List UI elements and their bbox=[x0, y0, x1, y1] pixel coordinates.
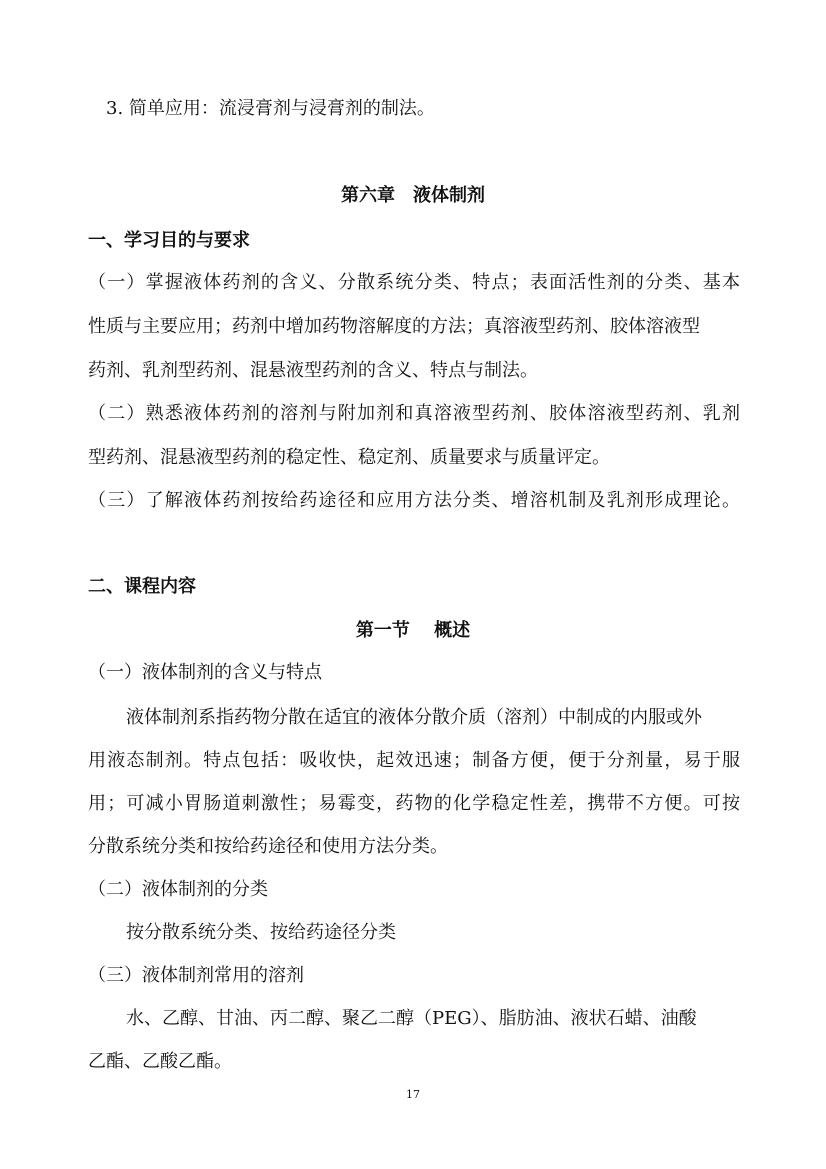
item-1-line-3: 用；可减小胃肠道刺激性；易霉变，药物的化学稳定性差，携带不方便。可按 bbox=[88, 793, 740, 814]
item-2-heading: （二）液体制剂的分类 bbox=[88, 879, 268, 900]
item-3-text: 3. 简单应用：流浸膏剂与浸膏剂的制法。 bbox=[106, 98, 435, 119]
objective-1-line-3: 药剂、乳剂型药剂、混悬液型药剂的含义、特点与制法。 bbox=[88, 360, 538, 381]
section-heading-objectives: 一、学习目的与要求 bbox=[88, 230, 250, 251]
item-1-heading: （一）液体制剂的含义与特点 bbox=[88, 662, 322, 683]
item-1-line-1: 液体制剂系指药物分散在适宜的液体分散介质（溶剂）中制成的内服或外 bbox=[126, 707, 702, 728]
objective-3-line-1: （三）了解液体药剂按给药途径和应用方法分类、增溶机制及乳剂形成理论。 bbox=[88, 490, 740, 511]
objective-1-line-1: （一）掌握液体药剂的含义、分散系统分类、特点；表面活性剂的分类、基本 bbox=[88, 272, 740, 293]
objective-2-line-2: 型药剂、混悬液型药剂的稳定性、稳定剂、质量要求与质量评定。 bbox=[88, 447, 610, 468]
chapter-title: 第六章 液体制剂 bbox=[341, 185, 485, 206]
item-3-heading: （三）液体制剂常用的溶剂 bbox=[88, 965, 304, 986]
objective-2-line-1: （二）熟悉液体药剂的溶剂与附加剂和真溶液型药剂、胶体溶液型药剂、乳剂 bbox=[88, 403, 740, 424]
subsection-title: 第一节 概述 bbox=[355, 620, 471, 641]
item-2-text: 按分散系统分类、按给药途径分类 bbox=[126, 922, 396, 943]
item-1-line-2: 用液态制剂。特点包括：吸收快，起效迅速；制备方便，便于分剂量，易于服 bbox=[88, 750, 740, 771]
item-1-line-4: 分散系统分类和按给药途径和使用方法分类。 bbox=[88, 836, 448, 857]
page-number: 17 bbox=[406, 1088, 420, 1101]
item-3-line-2: 乙酯、乙酸乙酯。 bbox=[88, 1051, 232, 1072]
section-heading-content: 二、课程内容 bbox=[88, 576, 196, 597]
objective-1-line-2: 性质与主要应用；药剂中增加药物溶解度的方法；真溶液型药剂、胶体溶液型 bbox=[88, 316, 700, 337]
item-3-line-1: 水、乙醇、甘油、丙二醇、聚乙二醇（PEG）、脂肪油、液状石蜡、油酸 bbox=[126, 1008, 697, 1029]
